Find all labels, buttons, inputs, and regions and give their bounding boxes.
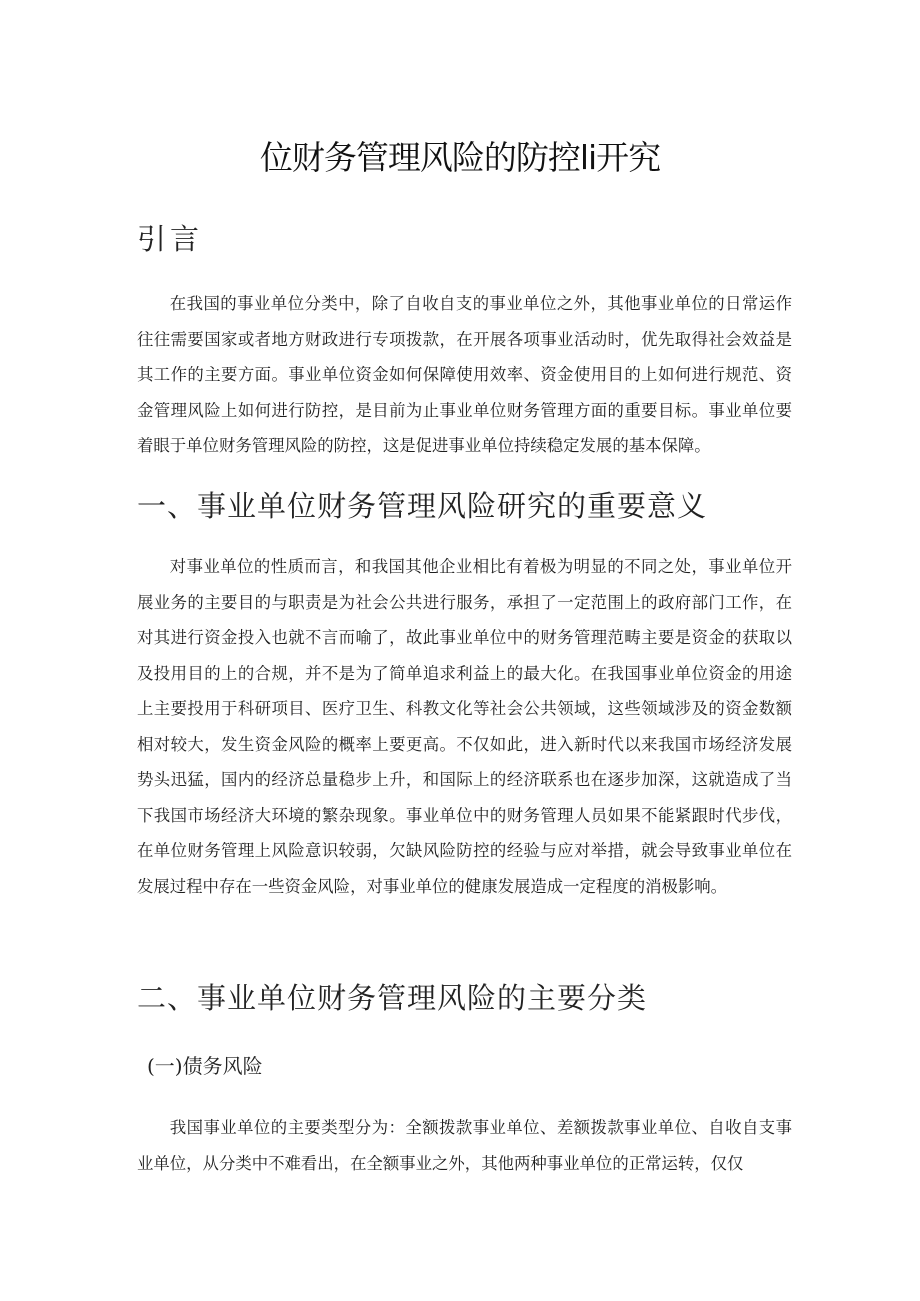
subsection1-heading: (一)债务风险 <box>147 1054 263 1078</box>
document-title: 位财务管理风险的防控li开究 <box>259 138 661 177</box>
intro-heading: 引言 <box>137 222 204 256</box>
section1-paragraph: 对事业单位的性质而言，和我国其他企业相比有着极为明显的不同之处，事业单位开展业务的主要目的与职责是为社会公共进行服务，承担了一定范围上的政府部门工作，在对其进行资金投入也就不言而喻了，故此事业单位中的财务管理范畴主要是资金的获取以及投用目的上的合规，并不是为了简单追求利益上的最大化。在我国事业单位资金的用途上主要投用于科研项目、医疗卫生、科教文化等社会公共领域，这些领域涉及的资金数额相对较大，发生资金风险的概率上要更高。不仅如此，进入新时代以来我国市场经济发展势头迅猛，国内的经济总量稳步上升，和国际上的经济联系也在逐步加深，这就造成了当下我国市场经济大环境的繁杂现象。事业单位中的财务管理人员如果不能紧跟时代步伐，在单位财务管理上风险意识较弱，欠缺风险防控的经验与应对举措，就会导致事业单位在发展过程中存在一些资金风险，对事业单位的健康发展造成一定程度的消极影响。 <box>137 557 792 896</box>
section2-heading: 二、事业单位财务管理风险的主要分类 <box>137 981 648 1015</box>
intro-paragraph: 在我国的事业单位分类中，除了自收自支的事业单位之外，其他事业单位的日常运作往往需要国家或者地方财政进行专项拨款，在开展各项事业活动时，优先取得社会效益是其工作的主要方面。事业单位资金如何保障使用效率、资金使用目的上如何进行规范、资金管理风险上如何进行防控，是目前为止事业单位财务管理方面的重要目标。事业单位要着眼于单位财务管理风险的防控，这是促进事业单位持续稳定发展的基本保障。 <box>137 294 792 455</box>
section1-heading: 一、事业单位财务管理风险研究的重要意义 <box>137 489 708 523</box>
subsection1-paragraph: 我国事业单位的主要类型分为：全额拨款事业单位、差额拨款事业单位、自收自支事业单位，从分类中不难看出，在全额事业之外，其他两种事业单位的正常运转，仅仅 <box>137 1118 792 1173</box>
